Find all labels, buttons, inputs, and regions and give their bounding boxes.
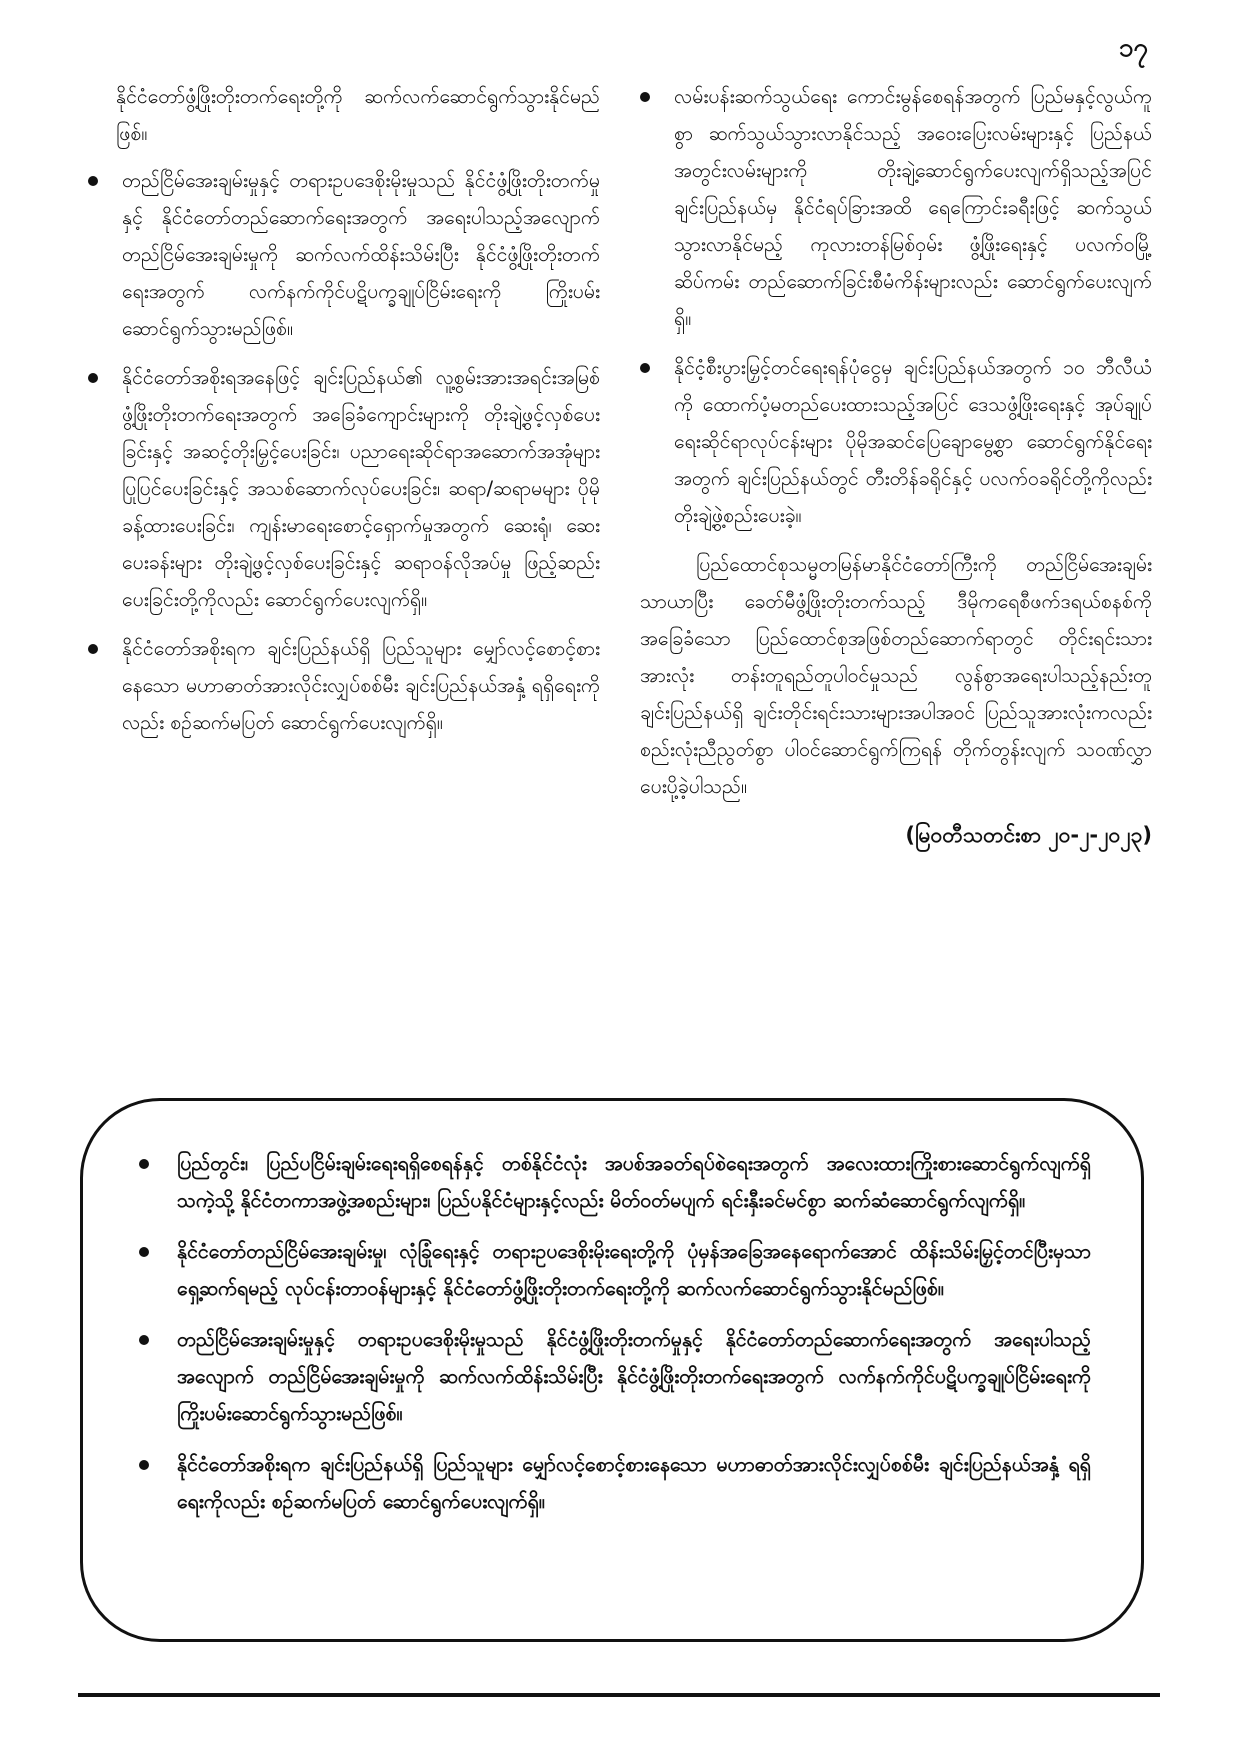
bullet-icon bbox=[88, 176, 98, 186]
box-bullet-text: နိုင်ငံတော်အစိုးရက ချင်းပြည်နယ်ရှိ ပြည်သူများ မျှော်လင့်စောင့်စားနေသော မဟာဓာတ်အားလိုင်းလျှပ်စစ်မီး ချင်းပြည်နယ်အနှံ့ ရရှိရေးကိုလည်း စဉ်ဆက်မပြတ် ဆောင်ရွက်ပေးလျက်ရှိ။ bbox=[177, 1453, 1091, 1513]
left-bullet-item bbox=[88, 162, 600, 347]
right-bullet-text: နိုင်ငံ့စီးပွားမြှင့်တင်ရေးရန်ပုံငွေမှ ချင်းပြည်နယ်အတွက် ၁၀ ဘီလီယံကို ထောက်ပံ့မတည်ပေးထားသည့်အပြင် ဒေသဖွံ့ဖြိုးရေးနှင့် အုပ်ချုပ်ရေးဆိုင်ရာလုပ်ငန်းများ ပိုမိုအဆင်ပြေချောမွေ့စွာ ဆောင်ရွက်နိုင်ရေးအတွက် ချင်းပြည်နယ်တွင် တီးတိန်ခရိုင်နှင့် ပလက်ဝခရိုင်တို့ကိုလည်း တိုးချဲ့ဖွဲ့စည်းပေးခဲ့။ bbox=[674, 356, 1152, 527]
box-bullet-item bbox=[135, 1233, 1091, 1307]
right-bullet-text: လမ်းပန်းဆက်သွယ်ရေး ကောင်းမွန်စေရန်အတွက် ပြည်မနှင့်လွယ်ကူစွာ ဆက်သွယ်သွားလာနိုင်သည့် အဝေးပြေးလမ်းများနှင့် ပြည်နယ်အတွင်းလမ်းများကို တိုးချဲ့ဆောင်ရွက်ပေးလျက်ရှိသည့်အပြင် ချင်းပြည်နယ်မှ နိုင်ငံရပ်ခြားအထိ ရေကြောင်းခရီးဖြင့် ဆက်သွယ်သွားလာနိုင်မည့် ကုလားတန်မြစ်ဝှမ်း ဖွံ့ဖြိုးရေးနှင့် ပလက်ဝမြို့ဆိပ်ကမ်း တည်ဆောက်ခြင်းစီမံကိန်းများလည်း ဆောင်ရွက်ပေးလျက်ရှိ။ bbox=[674, 85, 1152, 330]
source-citation: (မြဝတီသတင်းစာ ၂၀-၂-၂၀၂၃) bbox=[905, 823, 1152, 847]
left-bullet-item bbox=[88, 630, 600, 741]
box-bullet-text: နိုင်ငံတော်တည်ငြိမ်အေးချမ်းမှု၊ လုံခြုံရေးနှင့် တရားဥပဒေစိုးမိုးရေးတို့ကို ပုံမှန်အခြေအနေရောက်အောင် ထိန်းသိမ်းမြှင့်တင်ပြီးမှသာ ရှေ့ဆက်ရမည့် လုပ်ငန်းတာဝန်များနှင့် နိုင်ငံတော်ဖွံ့ဖြိုးတိုးတက်ရေးတို့ကို ဆက်လက်ဆောင်ရွက်သွားနိုင်မည်ဖြစ်။ bbox=[177, 1240, 1091, 1300]
closing-paragraph: ပြည်ထောင်စုသမ္မတမြန်မာနိုင်ငံတော်ကြီးကို တည်ငြိမ်အေးချမ်းသာယာပြီး ခေတ်မီဖွံ့ဖြိုးတိုးတက်သည့် ဒီမိုကရေစီဖက်ဒရယ်စနစ်ကိုအခြေခံသော ပြည်ထောင်စုအဖြစ်တည်ဆောက်ရာတွင် တိုင်းရင်းသားအားလုံး တန်းတူရည်တူပါဝင်မှုသည် လွန်စွာအရေးပါသည့်နည်းတူ ချင်းပြည်နယ်ရှိ ချင်းတိုင်းရင်းသားများအပါအဝင် ပြည်သူအားလုံးကလည်း စည်းလုံးညီညွတ်စွာ ပါဝင်ဆောင်ရွက်ကြရန် တိုက်တွန်းလျက် သဝဏ်လွှာပေးပို့ခဲ့ပါသည်။ bbox=[640, 553, 1152, 798]
bottom-rule bbox=[78, 1693, 1160, 1697]
bullet-icon bbox=[139, 1335, 149, 1345]
bullet-icon bbox=[139, 1460, 149, 1470]
left-bullet-text: နိုင်ငံတော်အစိုးရအနေဖြင့် ချင်းပြည်နယ်၏ လူ့စွမ်းအားအရင်းအမြစ် ဖွံ့ဖြိုးတိုးတက်ရေးအတွက် အခြေခံကျောင်းများကို တိုးချဲ့ဖွင့်လှစ်ပေးခြင်းနှင့် အဆင့်တိုးမြှင့်ပေးခြင်း၊ ပညာရေးဆိုင်ရာအဆောက်အအုံများ ပြုပြင်ပေးခြင်းနှင့် အသစ်ဆောက်လုပ်ပေးခြင်း၊ ဆရာ/ဆရာမများ ပိုမိုခန့်ထားပေးခြင်း၊ ကျန်းမာရေးစောင့်ရှောက်မှုအတွက် ဆေးရုံ၊ ဆေးပေးခန်းများ တိုးချဲ့ဖွင့်လှစ်ပေးခြင်းနှင့် ဆရာဝန်လိုအပ်မှု ဖြည့်ဆည်းပေးခြင်းတို့ကိုလည်း ဆောင်ရွက်ပေးလျက်ရှိ။ bbox=[122, 366, 600, 611]
page-number: ၁၇ bbox=[1118, 33, 1148, 63]
box-bullet-text: တည်ငြိမ်အေးချမ်းမှုနှင့် တရားဥပဒေစိုးမိုးမှုသည် နိုင်ငံဖွံ့ဖြိုးတိုးတက်မှုနှင့် နိုင်ငံတော်တည်ဆောက်ရေးအတွက် အရေးပါသည့်အလျောက် တည်ငြိမ်အေးချမ်းမှုကို ဆက်လက်ထိန်းသိမ်းပြီး နိုင်ငံဖွံ့ဖြိုးတိုးတက်ရေးအတွက် လက်နက်ကိုင်ပဋိပက္ခချုပ်ငြိမ်းရေးကို ကြိုးပမ်းဆောင်ရွက်သွားမည်ဖြစ်။ bbox=[177, 1328, 1091, 1425]
bullet-icon bbox=[640, 363, 650, 373]
bullet-icon bbox=[640, 92, 650, 102]
right-column bbox=[640, 78, 1152, 855]
right-bullet-item bbox=[640, 349, 1152, 534]
summary-box bbox=[80, 1098, 1144, 1642]
left-column bbox=[88, 78, 600, 753]
bullet-icon bbox=[139, 1247, 149, 1257]
box-bullet-item bbox=[135, 1446, 1091, 1520]
bullet-icon bbox=[88, 644, 98, 654]
bullet-icon bbox=[88, 373, 98, 383]
bullet-icon bbox=[139, 1159, 149, 1169]
left-bullet-item bbox=[88, 359, 600, 618]
box-bullet-text: ပြည်တွင်း၊ ပြည်ပငြိမ်းချမ်းရေးရရှိစေရန်နှင့် တစ်နိုင်ငံလုံး အပစ်အခတ်ရပ်စဲရေးအတွက် အလေးထားကြိုးစားဆောင်ရွက်လျက်ရှိသကဲ့သို့ နိုင်ငံတကာအဖွဲ့အစည်းများ၊ ပြည်ပနိုင်ငံများနှင့်လည်း မိတ်ဝတ်မပျက် ရင်းနှီးခင်မင်စွာ ဆက်ဆံဆောင်ရွက်လျက်ရှိ။ bbox=[177, 1152, 1091, 1212]
article-columns bbox=[88, 78, 1152, 1088]
left-bullet-text: နိုင်ငံတော်အစိုးရက ချင်းပြည်နယ်ရှိ ပြည်သူများ မျှော်လင့်စောင့်စားနေသော မဟာဓာတ်အားလိုင်းလျှပ်စစ်မီး ချင်းပြည်နယ်အနှံ့ ရရှိရေးကိုလည်း စဉ်ဆက်မပြတ် ဆောင်ရွက်ပေးလျက်ရှိ။ bbox=[122, 637, 600, 734]
box-bullet-item bbox=[135, 1145, 1091, 1219]
intro-continuation: နိုင်ငံတော်ဖွံ့ဖြိုးတိုးတက်ရေးတို့ကို ဆက်လက်ဆောင်ရွက်သွားနိုင်မည်ဖြစ်။ bbox=[116, 85, 600, 145]
box-bullet-item bbox=[135, 1321, 1091, 1432]
right-bullet-item bbox=[640, 78, 1152, 337]
left-bullet-text: တည်ငြိမ်အေးချမ်းမှုနှင့် တရားဥပဒေစိုးမိုးမှုသည် နိုင်ငံဖွံ့ဖြိုးတိုးတက်မှုနှင့် နိုင်ငံတော်တည်ဆောက်ရေးအတွက် အရေးပါသည့်အလျောက် တည်ငြိမ်အေးချမ်းမှုကို ဆက်လက်ထိန်းသိမ်းပြီး နိုင်ငံဖွံ့ဖြိုးတိုးတက်ရေးအတွက် လက်နက်ကိုင်ပဋိပက္ခချုပ်ငြိမ်းရေးကို ကြိုးပမ်းဆောင်ရွက်သွားမည်ဖြစ်။ bbox=[122, 169, 600, 340]
